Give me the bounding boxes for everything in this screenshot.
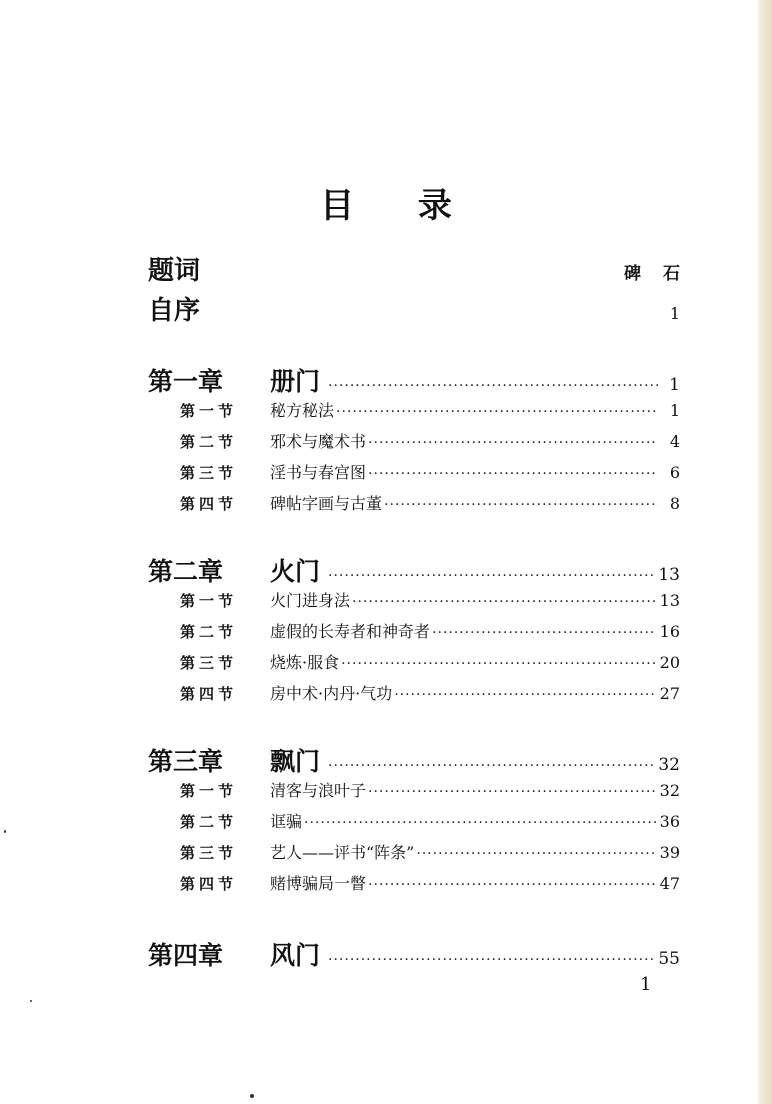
dot-leader	[304, 815, 656, 831]
section-label: 第四节	[180, 685, 238, 703]
scan-speck	[30, 1000, 32, 1002]
chapter-label: 第二章	[148, 557, 224, 586]
section-label: 第二节	[180, 433, 238, 451]
front-matter-label: 自序	[148, 296, 201, 326]
section-title: 淫书与春宫图	[270, 463, 367, 482]
chapter-row	[148, 362, 680, 398]
page-number: 36	[659, 812, 680, 831]
section-title: 艺人——评书“阵条”	[270, 843, 415, 862]
section-label: 第四节	[180, 495, 238, 513]
dot-leader	[368, 466, 658, 482]
section-row	[148, 491, 680, 514]
chapter-row	[148, 936, 680, 972]
section-title: 诓骗	[270, 812, 303, 831]
chapter-title: 火门	[270, 557, 321, 586]
section-label: 第二节	[180, 813, 238, 831]
chapter-label: 第三章	[148, 747, 224, 776]
page-number: 27	[659, 684, 680, 703]
section-row	[148, 778, 680, 801]
page-number: 55	[658, 949, 680, 969]
page-number: 32	[658, 755, 680, 775]
page-number: 20	[659, 653, 680, 672]
page-number: 13	[658, 565, 680, 585]
section-label: 第三节	[180, 464, 238, 482]
dot-leader	[368, 877, 656, 893]
scan-speck	[250, 1094, 254, 1098]
section-label: 第三节	[180, 654, 238, 672]
section-title: 邪术与魔术书	[270, 432, 367, 451]
chapter-row	[148, 742, 680, 778]
dot-leader	[352, 594, 656, 610]
folio-page-number: 1	[640, 974, 652, 995]
dot-leader	[328, 758, 654, 774]
page-number: 1	[669, 304, 680, 323]
dot-leader	[328, 952, 654, 968]
chapter-title: 册门	[270, 367, 321, 396]
chapter-title: 风门	[270, 941, 321, 970]
section-label: 第一节	[180, 402, 238, 420]
section-label: 第一节	[180, 782, 238, 800]
front-matter-row	[148, 250, 702, 287]
dot-leader	[341, 656, 656, 672]
page-number: 47	[659, 874, 680, 893]
section-title: 秘方秘法	[270, 401, 335, 420]
section-label: 第一节	[180, 592, 238, 610]
section-title: 房中术·内丹·气功	[270, 684, 393, 703]
chapter-label: 第一章	[148, 367, 224, 396]
dot-leader	[328, 378, 658, 394]
front-matter-label: 题词	[148, 256, 201, 286]
section-label: 第三节	[180, 844, 238, 862]
page-number: 1	[669, 375, 680, 395]
section-row	[148, 871, 680, 894]
dot-leader	[368, 784, 656, 800]
page-number: 39	[659, 843, 680, 862]
section-row	[148, 840, 680, 863]
epigraph-author: 碑石	[624, 264, 702, 284]
dot-leader	[394, 687, 655, 703]
front-matter-row	[148, 290, 680, 327]
section-title: 清客与浪叶子	[270, 781, 367, 800]
page-number: 4	[669, 432, 680, 451]
chapter-row	[148, 552, 680, 588]
page-number: 8	[669, 494, 680, 513]
section-label: 第四节	[180, 875, 238, 893]
dot-leader	[328, 568, 654, 584]
dot-leader	[336, 404, 658, 420]
page-number: 1	[669, 401, 680, 420]
dot-leader	[432, 625, 656, 641]
section-row	[148, 619, 680, 642]
section-row	[148, 429, 680, 452]
section-row	[148, 809, 680, 832]
section-row	[148, 398, 680, 421]
section-label: 第二节	[180, 623, 238, 641]
page-edge-shadow	[758, 0, 772, 1104]
dot-leader	[384, 497, 658, 513]
page-number: 13	[659, 591, 680, 610]
section-title: 赌博骗局一瞥	[270, 874, 367, 893]
page-number: 16	[659, 622, 680, 641]
section-row	[148, 681, 680, 704]
chapter-label: 第四章	[148, 941, 224, 970]
scan-speck	[4, 830, 6, 833]
chapter-title: 飘门	[270, 747, 321, 776]
section-row	[148, 588, 680, 611]
section-row	[148, 460, 680, 483]
section-row	[148, 650, 680, 673]
page-number: 6	[669, 463, 680, 482]
page-number: 32	[659, 781, 680, 800]
section-title: 烧炼·服食	[270, 653, 340, 672]
section-title: 火门进身法	[270, 591, 351, 610]
dot-leader	[416, 846, 655, 862]
dot-leader	[368, 435, 658, 451]
section-title: 碑帖字画与古董	[270, 494, 383, 513]
page-title: 目 录	[320, 186, 478, 226]
section-title: 虚假的长寿者和神奇者	[270, 622, 431, 641]
